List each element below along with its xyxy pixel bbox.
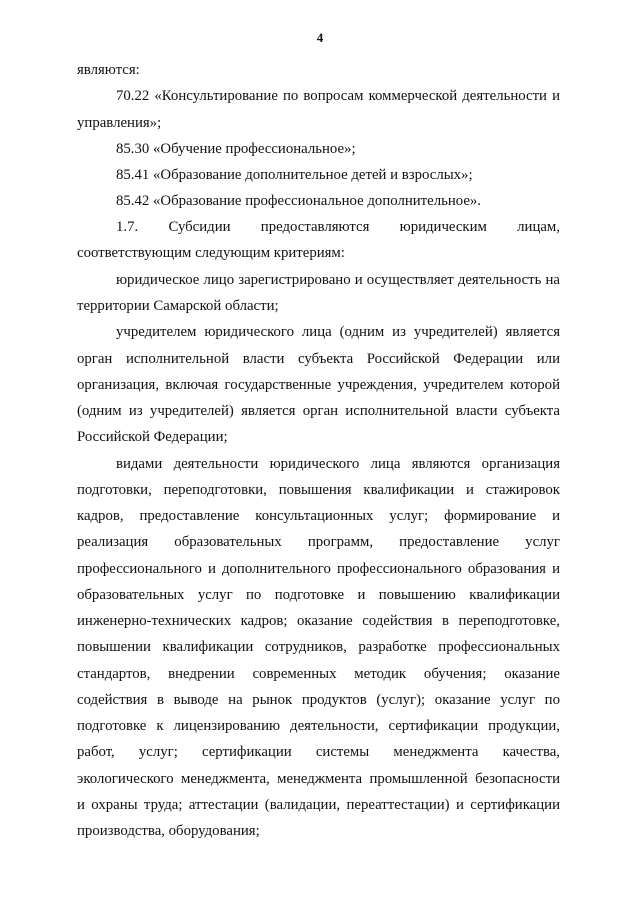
text-line: 85.41 «Образование дополнительное детей и взрослых»; <box>116 167 473 183</box>
text-line: 1.7. Субсидии предоставляются юридическим лицам, <box>116 219 560 235</box>
text-line: экологического менеджмента, менеджмента промышленной безопасности <box>77 771 560 787</box>
text-line: юридическое лицо зарегистрировано и осуществляет деятельность на <box>116 272 560 288</box>
text-line: орган исполнительной власти субъекта Российской Федерации или <box>77 351 560 367</box>
text-line: работ, услуг; сертификации системы менеджмента качества, <box>77 744 560 760</box>
text-line: учредителем юридического лица (одним из учредителей) является <box>116 324 560 340</box>
text-line: профессионального и дополнительного профессионального образования и <box>77 561 560 577</box>
text-line: стандартов, внедрении современных методик обучения; оказание <box>77 666 560 682</box>
text-line: подготовке к лицензированию деятельности, сертификации продукции, <box>77 718 560 734</box>
text-line: инженерно-технических кадров; оказание содействия в переподготовке, <box>77 613 560 629</box>
text-line: управления»; <box>77 115 162 131</box>
text-line: реализация образовательных программ, предоставление услуг <box>77 534 560 550</box>
text-line: содействия в выводе на рынок продуктов (услуг); оказание услуг по <box>77 692 560 708</box>
page-number: 4 <box>316 30 324 45</box>
text-line: 85.42 «Образование профессиональное дополнительное». <box>116 193 481 209</box>
text-line: образовательных услуг по подготовке и повышению квалификации <box>77 587 560 603</box>
text-line: 70.22 «Консультирование по вопросам коммерческой деятельности и <box>116 88 560 104</box>
text-line: повышении квалификации сотрудников, разработке профессиональных <box>77 639 560 655</box>
text-line: 85.30 «Обучение профессиональное»; <box>116 141 356 157</box>
text-line: видами деятельности юридического лица являются организация <box>116 456 560 472</box>
text-line: производства, оборудования; <box>77 823 260 839</box>
text-line: подготовки, переподготовки, повышения квалификации и стажировок <box>77 482 560 498</box>
text-line: и охраны труда; аттестации (валидации, переаттестации) и сертификации <box>77 797 560 813</box>
text-line: Российской Федерации; <box>77 429 228 445</box>
text-line: организация, включая государственные учреждения, учредителем которой <box>77 377 560 393</box>
text-line: (одним из учредителей) является орган исполнительной власти субъекта <box>77 403 560 419</box>
text-line: являются: <box>77 62 140 78</box>
text-line: соответствующим следующим критериям: <box>77 245 345 261</box>
text-line: территории Самарской области; <box>77 298 279 314</box>
text-line: кадров, предоставление консультационных услуг; формирование и <box>77 508 560 524</box>
